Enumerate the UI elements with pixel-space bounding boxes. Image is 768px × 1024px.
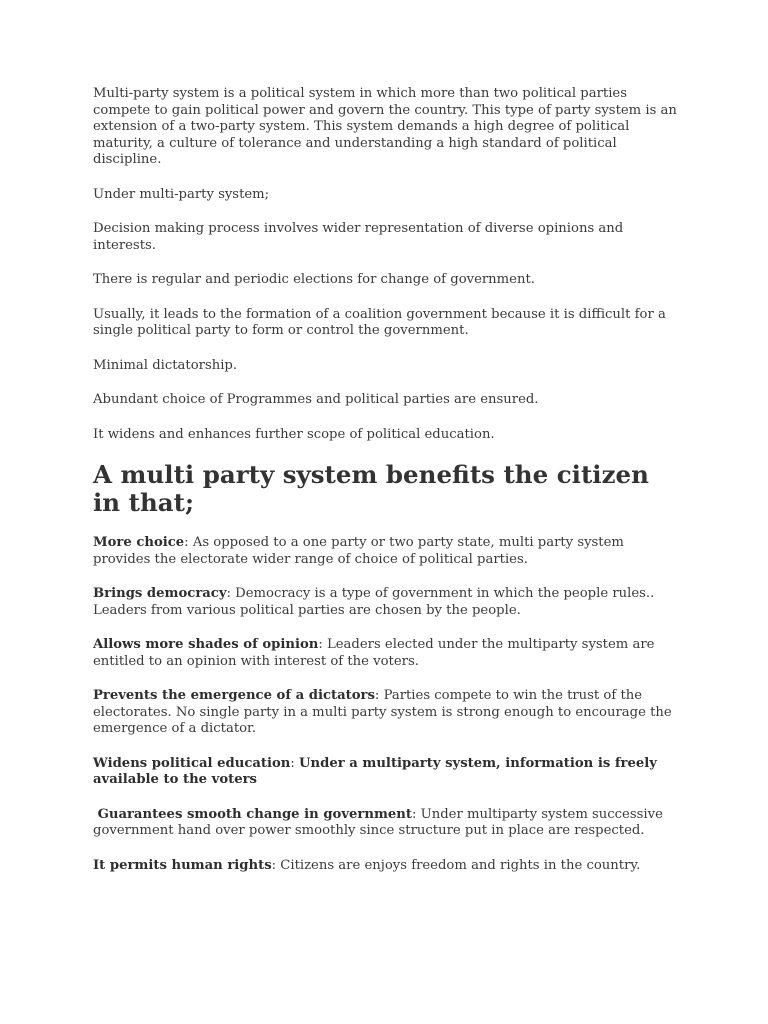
benefit-item <box>93 586 683 619</box>
benefit-separator: : <box>290 755 300 771</box>
benefit-item <box>93 756 683 789</box>
benefit-separator: : <box>318 637 327 652</box>
benefit-separator: : <box>374 688 384 703</box>
benefit-description: Leaders elected under the multiparty system are entitled to an opinion with interest of the voters. <box>93 637 655 669</box>
benefit-item <box>93 637 683 670</box>
benefit-term: Allows more shades of opinion <box>93 637 319 652</box>
benefit-description: As opposed to a one party or two party state, multi party system provides the electorate wider range of choice of political parties. <box>93 535 624 567</box>
benefit-description: Under a multiparty system, information is freely available to the voters <box>93 755 657 787</box>
benefit-separator: : <box>411 806 421 822</box>
benefit-item <box>93 688 683 738</box>
benefit-description: Under multiparty system successive government hand over power smoothly since structure put in place are respected. <box>93 806 663 838</box>
benefit-description: Democracy is a type of government in which the people rules.. Leaders from various political parties are chosen by the people. <box>93 586 655 618</box>
benefit-separator: : <box>271 857 281 873</box>
intro-paragraph: Minimal dictatorship. <box>93 357 238 373</box>
intro-paragraph: It widens and enhances further scope of political education. <box>93 426 495 442</box>
benefit-term: Widens political education <box>93 755 291 771</box>
document-page <box>93 86 683 892</box>
benefit-term: More choice <box>93 535 185 550</box>
benefit-item <box>93 807 683 840</box>
section-heading: A multi party system benefits the citizen in that; <box>93 460 649 517</box>
benefit-item <box>93 858 683 875</box>
benefit-description: Citizens are enjoys freedom and rights in the country. <box>280 857 641 873</box>
benefit-separator: : <box>184 535 193 550</box>
intro-paragraph: Abundant choice of Programmes and political parties are ensured. <box>93 392 539 407</box>
benefit-item <box>93 535 683 568</box>
intro-paragraph: Under multi-party system; <box>93 186 270 202</box>
benefit-term: Guarantees smooth change in government <box>93 806 412 822</box>
intro-paragraph: There is regular and periodic elections for change of government. <box>93 272 535 287</box>
intro-paragraph: Multi-party system is a political system in which more than two political parties compete to gain political power and govern the country. This type of party system is an extension of a two-party system. This system demands a high degree of political maturity, a culture of tolerance and understanding a high standard of political discipline. <box>93 86 677 167</box>
intro-paragraph: Usually, it leads to the formation of a coalition government because it is difficult for a single political party to form or control the government. <box>93 306 666 338</box>
intro-paragraph: Decision making process involves wider representation of diverse opinions and interests. <box>93 221 624 253</box>
benefit-description: Parties compete to win the trust of the electorates. No single party in a multi party system is strong enough to encourage the emergence of a dictator. <box>93 688 672 736</box>
benefit-term: Prevents the emergence of a dictators <box>93 688 375 703</box>
benefit-separator: : <box>226 586 236 601</box>
benefit-term: It permits human rights <box>93 857 272 873</box>
benefit-term: Brings democracy <box>93 586 227 601</box>
